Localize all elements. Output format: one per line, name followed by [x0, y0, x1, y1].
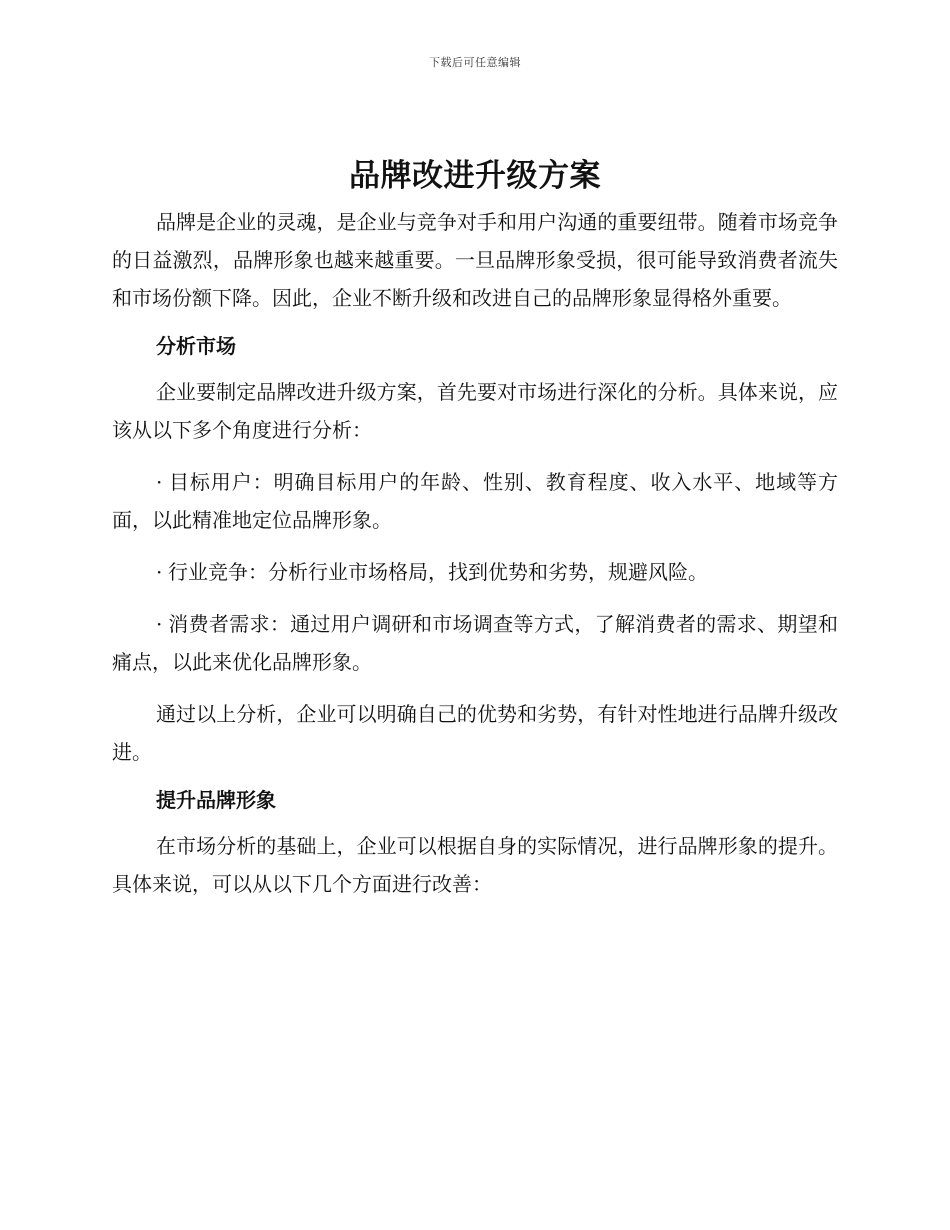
section1-lead-paragraph: 企业要制定品牌改进升级方案，首先要对市场进行深化的分析。具体来说，应该从以下多个角度进行分析： [112, 380, 838, 442]
bullet-marker: · [156, 470, 163, 494]
bullet-item-target-users [112, 463, 838, 539]
section-heading-improve-brand-image: 提升品牌形象 [156, 788, 276, 812]
bullet-text: 消费者需求：通过用户调研和市场调查等方式，了解消费者的需求、期望和痛点，以此来优化品牌形象。 [112, 612, 838, 674]
document-title: 品牌改进升级方案 [349, 158, 601, 194]
bullet-marker: · [156, 560, 163, 584]
bullet-item-consumer-needs [112, 605, 838, 681]
bullet-text: 行业竞争：分析行业市场格局，找到优势和劣势，规避风险。 [168, 560, 708, 584]
intro-paragraph: 品牌是企业的灵魂，是企业与竞争对手和用户沟通的重要纽带。随着市场竞争的日益激烈，品牌形象也越来越重要。一旦品牌形象受损，很可能导致消费者流失和市场份额下降。因此，企业不断升级和改进自己的品牌形象显得格外重要。 [112, 210, 838, 310]
section2-lead-paragraph: 在市场分析的基础上，企业可以根据自身的实际情况，进行品牌形象的提升。具体来说，可以从以下几个方面进行改善： [112, 834, 838, 896]
section-heading-analyze-market: 分析市场 [156, 334, 236, 358]
section1-conclusion-paragraph: 通过以上分析，企业可以明确自己的优势和劣势，有针对性地进行品牌升级改进。 [112, 702, 838, 764]
header-note: 下载后可任意编辑 [429, 56, 521, 69]
document-body [112, 203, 838, 909]
bullet-item-industry-competition [112, 553, 838, 591]
bullet-marker: · [156, 612, 163, 636]
bullet-text: 目标用户：明确目标用户的年龄、性别、教育程度、收入水平、地域等方面，以此精准地定位品牌形象。 [112, 470, 838, 532]
